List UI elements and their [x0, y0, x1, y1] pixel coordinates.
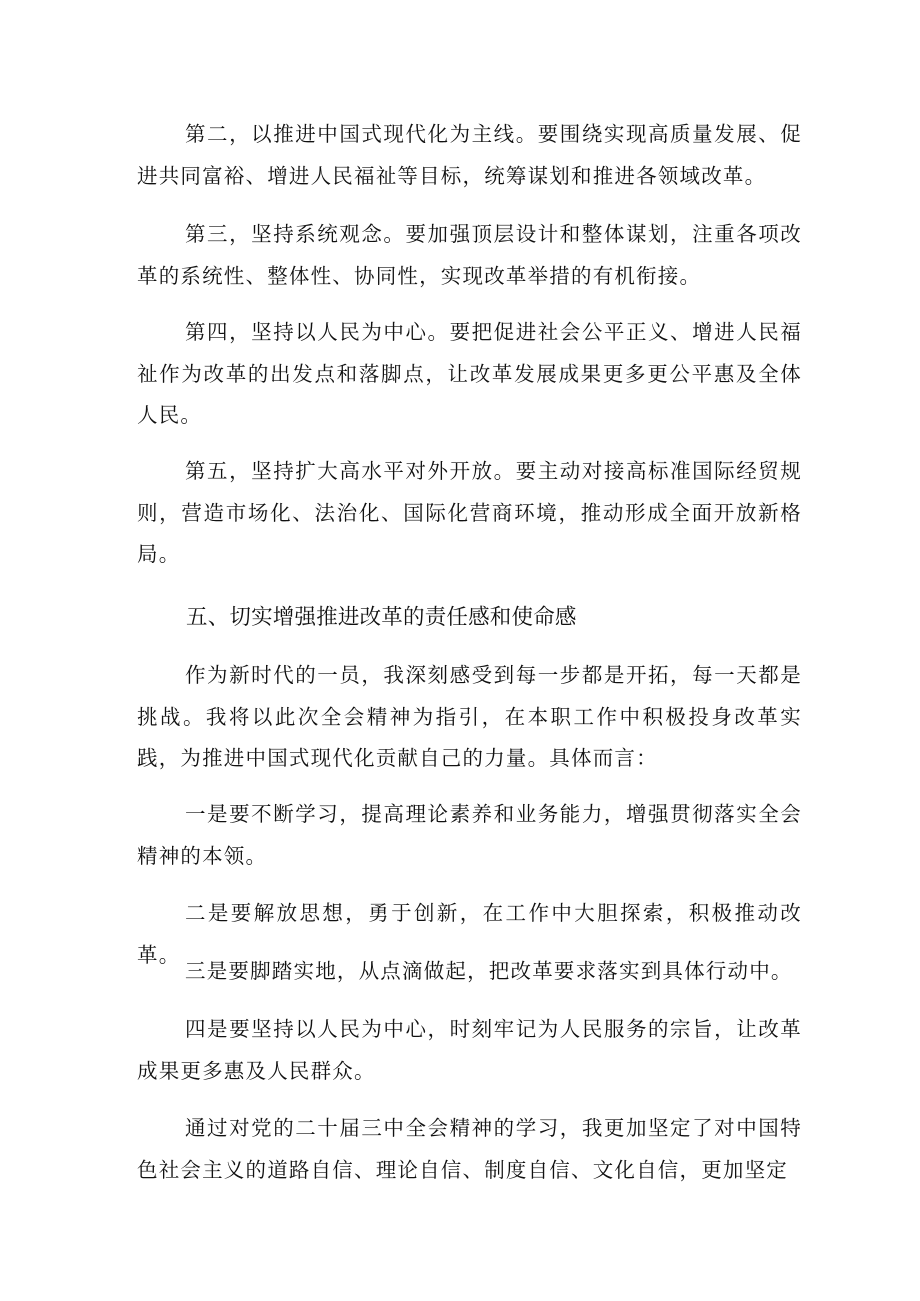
paragraph-fifth-point: 第五，坚持扩大高水平对外开放。要主动对接高标准国际经贸规则，营造市场化、法治化、国际化营商环境，推动形成全面开放新格局。 [137, 459, 802, 566]
paragraph-item-two: 二是要解放思想，勇于创新，在工作中大胆探索，积极推动改革。 [137, 901, 802, 967]
paragraph-intro: 作为新时代的一员，我深刻感受到每一步都是开拓，每一天都是挑战。我将以此次全会精神为指引，在本职工作中积极投身改革实践，为推进中国式现代化贡献自己的力量。具体而言： [137, 663, 802, 770]
paragraph-fourth-point: 第四，坚持以人民为中心。要把促进社会公平正义、增进人民福祉作为改革的出发点和落脚点，让改革发展成果更多更公平惠及全体人民。 [137, 320, 802, 427]
paragraph-third-point: 第三，坚持系统观念。要加强顶层设计和整体谋划，注重各项改革的系统性、整体性、协同性，实现改革举措的有机衔接。 [137, 222, 802, 288]
paragraph-item-three: 三是要脚踏实地，从点滴做起，把改革要求落实到具体行动中。 [185, 959, 793, 983]
paragraph-item-four: 四是要坚持以人民为中心，时刻牢记为人民服务的宗旨，让改革成果更多惠及人民群众。 [137, 1017, 802, 1083]
paragraph-item-one: 一是要不断学习，提高理论素养和业务能力，增强贯彻落实全会精神的本领。 [137, 802, 802, 868]
section-heading: 五、切实增强推进改革的责任感和使命感 [186, 605, 577, 630]
paragraph-conclusion: 通过对党的二十届三中全会精神的学习，我更加坚定了对中国特色社会主义的道路自信、理论自信、制度自信、文化自信，更加坚定 [137, 1116, 802, 1182]
paragraph-second-point: 第二，以推进中国式现代化为主线。要围绕实现高质量发展、促进共同富裕、增进人民福祉等目标，统筹谋划和推进各领域改革。 [137, 122, 802, 188]
